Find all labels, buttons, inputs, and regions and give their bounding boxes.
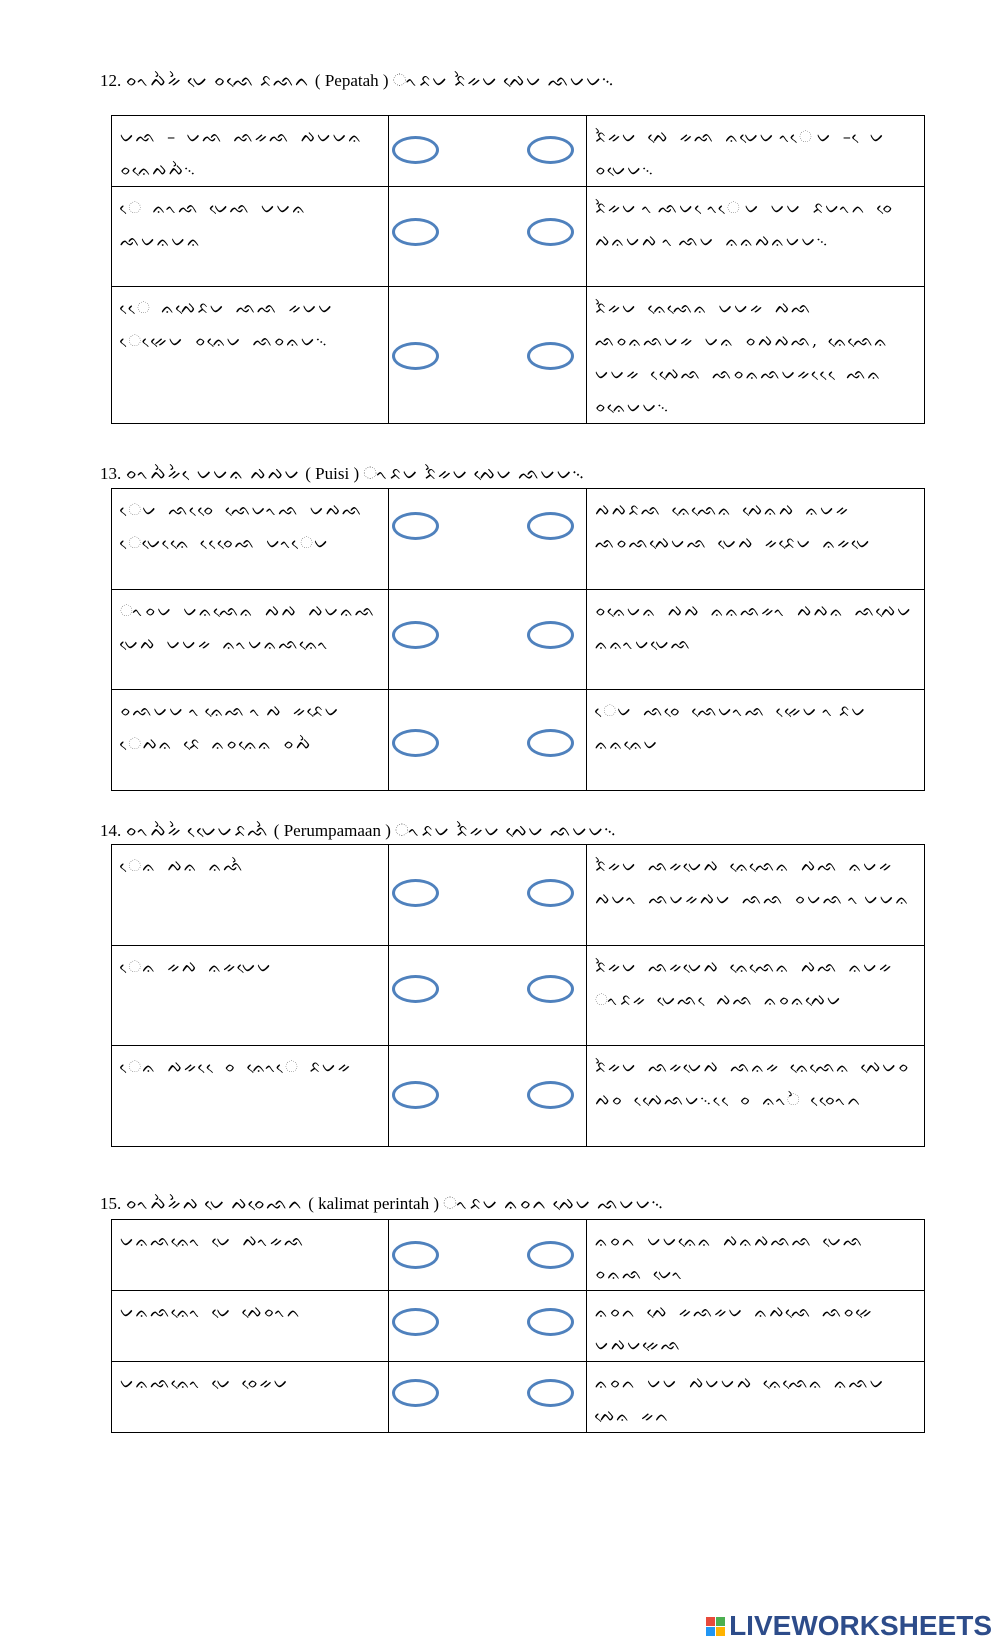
left-match-dot[interactable] [392, 512, 439, 540]
right-match-dot[interactable] [527, 729, 574, 757]
matching-table-14 [111, 844, 925, 1147]
brand-name: LIVEWORKSHEETS [729, 1610, 992, 1641]
right-statement: ᨅᨛᨀᨆ ᨄᨙ ᨀᨒ ᨊᨆᨙᨆ ᨚᨙᨆ – ᨙᨆ ᨔᨆᨙᨆ᨞ [595, 127, 886, 179]
prompt-script: ᨔᨚᨄᨛᨀᨛ ᨆᨙ ᨔᨒᨙ ᨅᨒᨈ [125, 71, 311, 90]
left-match-dot[interactable] [392, 342, 439, 370]
left-statement: ᨙᨙ ᨊᨄᨙᨅᨆ ᨒᨒ ᨀᨆᨆ ᨙᨀᨙᨙᨆ ᨔᨊᨙᨆ ᨒᨔᨊᨆ᨞ [120, 298, 335, 350]
right-statement: ᨅᨛᨀᨆ ᨒᨀᨆᨙᨄ ᨊᨙᨒᨙᨊ ᨄᨒ ᨊᨆᨀ ᨚᨅᨀ ᨆᨙᨒ ᨙᨄᨒ ᨊᨔᨊᨄᨙᨆ [595, 957, 894, 1009]
right-match-dot[interactable] [527, 621, 574, 649]
right-match-dot[interactable] [527, 975, 574, 1003]
right-statement: ᨙᨆ ᨒᨔᨙ ᨒᨙᨆᨚᨒ ᨀᨙᨙᨆ ᨚᨅᨆ ᨊᨊᨊᨙᨆ [595, 701, 868, 753]
table-row [112, 489, 925, 590]
right-statement: ᨄᨄᨅᨒ ᨊᨙᨒᨙᨊ ᨄᨙᨊᨄ ᨊᨆᨀ ᨒᨔᨒᨄᨙᨆᨒ ᨆᨙᨄ ᨀᨅᨙᨆ ᨊᨀᨆᨙ [595, 500, 872, 552]
logo-square-icon [706, 1627, 715, 1636]
right-statement: ᨔᨊᨙᨆᨊ ᨄᨄ ᨊᨊᨒᨀᨚ ᨄᨄᨊ ᨒᨄᨙᨆ ᨊᨊᨚᨆᨆᨙᨒ [595, 601, 913, 653]
right-statement: ᨅᨛᨀᨆ ᨚᨒᨆ ᨙᨚᨙᨆ ᨆᨆ ᨅᨆᨚᨈ ᨔᨙ ᨄᨊᨆᨄ ᨚᨒᨆ ᨊᨊᨄᨊᨆᨆ᨞ [595, 198, 895, 250]
table-row [112, 946, 925, 1046]
right-match-dot[interactable] [527, 1241, 574, 1269]
left-statement: ᨆᨊᨒᨊᨙᨚ ᨆᨙ ᨄᨙᨔᨚᨈ [120, 1302, 302, 1321]
right-statement: ᨊᨔᨈ ᨆᨆ ᨄᨆᨆᨄ ᨊᨙᨒᨙᨊ ᨊᨒᨆ ᨄᨙᨊ ᨀᨈ [595, 1373, 886, 1425]
table-row [112, 1046, 925, 1147]
prompt-suffix: ᨚᨅᨆ ᨅᨛᨀᨆ ᨄᨙᨆ ᨒᨆᨆ᨞ [363, 464, 587, 483]
right-statement: ᨊᨔᨈ ᨄᨙ ᨀᨒᨀᨆ ᨊᨄᨒᨙ ᨒᨔᨀᨙ ᨆᨄᨆᨀᨙᨒ [595, 1302, 874, 1354]
right-statement: ᨅᨛᨀᨆ ᨊᨙᨒᨙᨊ ᨆᨆᨀ ᨄᨒ ᨒᨔᨊᨒᨆᨀ ᨆᨊ ᨔᨄᨄᨒ, ᨊᨙᨒᨙᨊ ᨆᨆᨀ ᨄᨙᨙᨒ ᨒᨔᨊᨒᨆᨀ ᨙᨙᨙᨒᨊ ᨔᨊᨙᨆᨆ᨞ [595, 298, 889, 416]
right-statement: ᨅᨛᨀᨆ ᨒᨀᨆᨙᨄ ᨊᨙᨒᨙᨊ ᨄᨒ ᨊᨆᨀ ᨄᨆᨚ ᨒᨆᨀᨄᨆ ᨒᨒ ᨔᨆᨒ ᨚᨆᨆᨊ [595, 856, 911, 908]
left-statement: ᨙᨊ ᨄᨀ ᨙᨙᨔ ᨊᨙᨚᨙ ᨅᨆᨀ [120, 1057, 353, 1076]
question-number: 15. [100, 1194, 122, 1213]
left-match-dot[interactable] [392, 1081, 439, 1109]
prompt-term: ( Perumpamaan ) [273, 821, 391, 840]
left-statement: ᨙᨊ ᨀᨄ ᨊᨀᨆᨙᨆ [120, 957, 273, 976]
left-statement: ᨆᨊᨒᨊᨙᨚ ᨆᨙ ᨔᨙᨀᨆ [120, 1373, 290, 1392]
table-row [112, 845, 925, 946]
right-match-dot[interactable] [527, 1081, 574, 1109]
left-statement: ᨙᨊ ᨄᨊ ᨊᨒᨛ [120, 856, 245, 875]
table-row [112, 116, 925, 187]
question-14-title [100, 820, 930, 844]
logo-grid-icon [706, 1617, 725, 1636]
prompt-term: ( kalimat perintah ) [308, 1194, 439, 1213]
prompt-script: ᨔᨚᨄᨛᨀᨛ ᨆᨙᨙᨆᨅᨒᨛ [125, 821, 270, 840]
table-row [112, 187, 925, 287]
matching-table-13 [111, 488, 925, 791]
left-match-dot[interactable] [392, 879, 439, 907]
left-statement: ᨙ ᨊᨚᨒ ᨆᨙᨒ ᨆᨆᨊ ᨒᨆᨊᨆᨊ [120, 198, 307, 250]
left-statement: ᨆᨊᨒᨊᨙᨚ ᨆᨙ ᨄᨚᨀᨒ [120, 1231, 306, 1250]
right-match-dot[interactable] [527, 1308, 574, 1336]
logo-square-icon [706, 1617, 715, 1626]
question-15-title [100, 1193, 930, 1217]
table-row [112, 287, 925, 424]
left-match-dot[interactable] [392, 1308, 439, 1336]
left-match-dot[interactable] [392, 729, 439, 757]
right-statement: ᨊᨔᨈ ᨆᨆᨊᨙᨊ ᨄᨊᨄᨒᨒ ᨆᨙᨒ ᨔᨊᨒ ᨆᨙᨚ [595, 1231, 865, 1283]
right-match-dot[interactable] [527, 136, 574, 164]
left-match-dot[interactable] [392, 136, 439, 164]
prompt-term: ( Puisi ) [305, 464, 360, 483]
left-statement: ᨔᨒᨆᨆ ᨚᨊᨙᨒ ᨚᨄ ᨀᨅᨙᨆ ᨙᨄᨊ ᨅᨙ ᨊᨔᨊᨙᨊ ᨔᨄᨛ [120, 701, 341, 753]
right-match-dot[interactable] [527, 879, 574, 907]
prompt-suffix: ᨚᨅᨆ ᨅᨛᨀᨆ ᨄᨙᨆ ᨒᨆᨆ᨞ [392, 71, 616, 90]
logo-square-icon [716, 1617, 725, 1626]
left-match-dot[interactable] [392, 1379, 439, 1407]
right-match-dot[interactable] [527, 218, 574, 246]
logo-square-icon [716, 1627, 725, 1636]
matching-table-15 [111, 1219, 925, 1433]
left-statement: ᨙᨆ ᨒᨔᨙᨙ ᨒᨙᨆᨚᨒ ᨆᨄᨒ ᨙᨆᨙᨊᨙᨙ ᨔᨙᨙᨙᨒ ᨆᨚᨙᨆ [120, 500, 364, 552]
question-number: 13. [100, 464, 122, 483]
left-statement: ᨚᨔᨆ ᨆᨊᨒᨙᨊ ᨄᨄ ᨄᨆᨊᨒ ᨆᨙᨄ ᨆᨆᨀ ᨊᨚᨆᨊᨒᨊᨙᨚ [120, 601, 377, 653]
liveworksheets-logo[interactable] [706, 1611, 992, 1641]
prompt-script: ᨔᨚᨄᨛᨀᨛ ᨙᨆᨆᨊ ᨄᨄᨆ [125, 464, 302, 483]
left-statement: ᨆᨒ – ᨆᨒ ᨒᨀᨒ ᨄᨆᨆᨊ ᨔᨊᨙᨄᨄᨛ᨞ [120, 127, 364, 179]
prompt-term: ( Pepatah ) [314, 71, 389, 90]
question-number: 14. [100, 821, 122, 840]
table-row [112, 590, 925, 690]
prompt-suffix: ᨚᨅᨆ ᨅᨛᨀᨆ ᨄᨙᨆ ᨒᨆᨆ᨞ [395, 821, 618, 840]
left-match-dot[interactable] [392, 1241, 439, 1269]
prompt-suffix: ᨚᨅᨆ ᨊᨔᨈ ᨄᨙᨆ ᨒᨆᨆ᨞ [443, 1194, 666, 1213]
question-13-title [100, 463, 930, 487]
right-match-dot[interactable] [527, 342, 574, 370]
table-row [112, 1291, 925, 1362]
matching-table-12 [111, 115, 925, 424]
prompt-script: ᨔᨚᨄᨛᨀᨛᨄ ᨆᨙ ᨄᨔᨙᨒᨈ [125, 1194, 304, 1213]
question-12-title [100, 70, 930, 94]
question-number: 12. [100, 71, 122, 90]
table-row [112, 1362, 925, 1433]
right-statement: ᨅᨛᨀᨆ ᨒᨀᨆᨙᨄ ᨒᨊᨀ ᨊᨙᨒᨙᨊ ᨄᨙᨆᨔ ᨄᨔ ᨄᨙᨙᨒᨆ᨞ ᨙᨙᨔ ᨊᨚᨛ ᨔᨙᨙᨚᨈ [595, 1057, 911, 1109]
left-match-dot[interactable] [392, 218, 439, 246]
left-match-dot[interactable] [392, 975, 439, 1003]
right-match-dot[interactable] [527, 1379, 574, 1407]
left-match-dot[interactable] [392, 621, 439, 649]
table-row [112, 1220, 925, 1291]
table-row [112, 690, 925, 791]
right-match-dot[interactable] [527, 512, 574, 540]
